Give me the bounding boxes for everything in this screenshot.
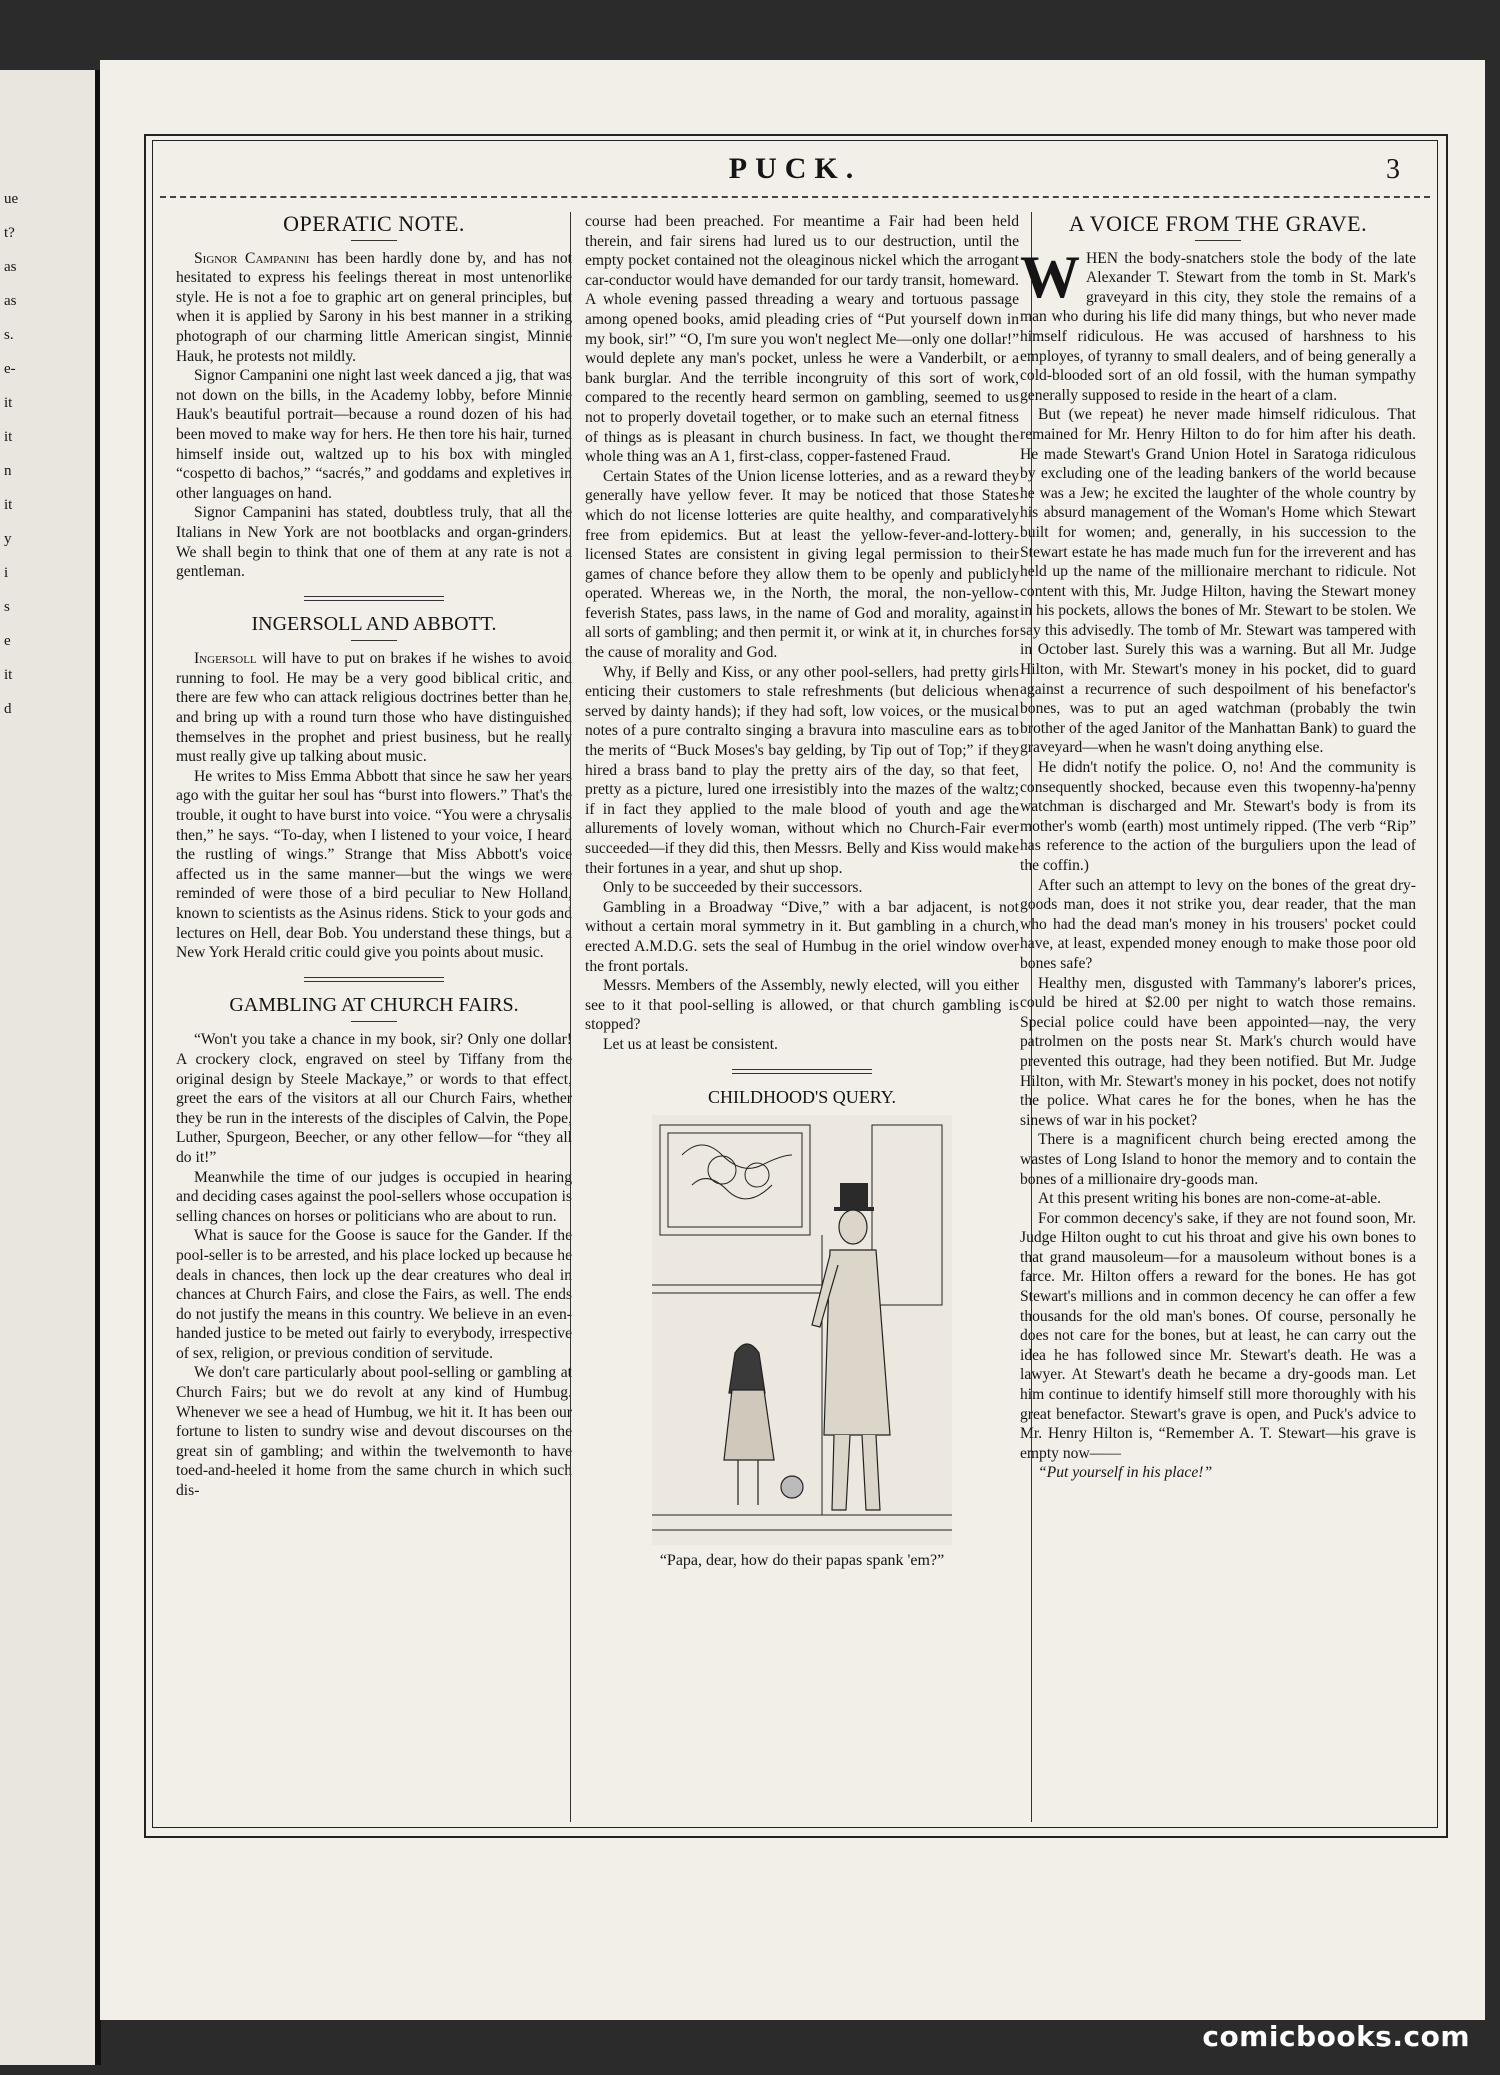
- voice-p1: [1020, 243, 1416, 406]
- facing-page-fragment: it: [4, 395, 13, 411]
- voice-p4: After such an attempt to levy on the bones of the great dry-goods man, does it not strike you, dear reader, that the man who had the dead man's money in his trousers' pocket could have, at least, expended money enough to make those poor old bones safe?: [1020, 876, 1416, 972]
- ingersoll-p2: He writes to Miss Emma Abbott that since he saw her years ago with the guitar her soul has “burst into flowers.” That's the trouble, it ought to have burst into voice. “You were a chrysalis then,” he says. “To-day, when I listened to your voice, I heard the rustling of wings.” Strange that Miss Abbott's voice affected us in the same manner—but the wings we were reminded of were those of a bird peculiar to New Holland, known to scientists as the Asinus ridens. Stick to your gods and lectures on Hell, dear Bob. You understand these things, but a New York Herald critic could give you points about music.: [176, 767, 572, 962]
- article-title-childhood: CHILDHOOD'S QUERY.: [708, 1086, 896, 1107]
- title-rule: [351, 240, 397, 241]
- voice-p5: Healthy men, disgusted with Tammany's laborer's prices, could be hired at $2.00 per night to watch those remains. Special police could have been appointed—nay, the very patrolmen on the posts near St. Mark's church would have prevented this outrage, had they been notified. But Mr. Judge Hilton, with Mr. Stewart's money in his pocket, does not notify the police. What cares he for the bones, when he has the sinews of war in his pocket?: [1020, 974, 1416, 1129]
- gambling-cont-p6: Messrs. Members of the Assembly, newly elected, will you either see to it that pool-selling is allowed, or that church gambling is stopped?: [585, 977, 1019, 1034]
- gambling-cont-p5: Gambling in a Broadway “Dive,” with a bar adjacent, is not without a certain moral symmetry in it. But gambling in a church, erected A.M.D.G. sets the seal of Humbug in the oriel window over the front portals.: [585, 898, 1019, 975]
- facing-page-fragment: t?: [4, 225, 15, 241]
- facing-page-fragment: as: [4, 259, 17, 275]
- column-2: [570, 212, 1032, 1822]
- masthead-title: PUCK.: [728, 152, 862, 185]
- operatic-p1: [176, 249, 572, 367]
- article-title-operatic: OPERATIC NOTE.: [283, 211, 465, 236]
- facing-page-fragment: e-: [4, 361, 16, 377]
- voice-p6: There is a magnificent church being erected among the wastes of Long Island to honor the memory and to contain the bones of a millionaire dry-goods man.: [1020, 1131, 1416, 1188]
- gambling-cont-p2: Certain States of the Union license lotteries, and as a reward they generally have yellow fever. It may be noticed that those States which do not license lotteries are quite healthy, and comparatively free from epidemics. But at least the yellow-fever-and-lottery-licensed States are consistent in giving legal permission to their games of chance before they allow them to be openly and publicly operated. Whereas we, in the North, the moral, the non-yellow-feverish States, pass laws, in the name of God and morality, against all sorts of gambling; and then permit it, or wink at it, in churches for the cause of morality and God.: [585, 467, 1019, 662]
- facing-page-fragment: it: [4, 497, 13, 513]
- title-rule: [351, 1021, 397, 1022]
- gambling-p4: We don't care particularly about pool-selling or gambling at Church Fairs; but we do revolt at any kind of Humbug. Whenever we see a head of Humbug, we hit it. It has been our fortune to listen to sundry wise and devout discourses on the great sin of gambling; and within the twelvemonth to have toed-and-heeled it home from the same church in which such dis-: [176, 1364, 572, 1500]
- gambling-cont-p1: course had been preached. For meantime a Fair had been held therein, and fair sirens had lured us to our destruction, until the empty pocket contained not the oleaginous nickel which the arrogant car-conductor would have demanded for our tardy transit, homeward. A whole evening passed threading a weary and tortuous passage among opened books, amid pleading cries of “Put yourself down in my book, sir!” “O, I'm sure you won't neglect Me—only one dollar!” would deplete any man's pocket, unless he were a Vanderbilt, or a bank burglar. And the terrible incongruity of this sort of work, compared to the recently heard sermon on gambling, seemed to us not to properly dovetail together, or to make such an eternal fitness of things as is pleasant in church business. In fact, we thought the whole thing was an A 1, first-class, copper-fastened Fraud.: [585, 213, 1019, 466]
- facing-page-fragment: it: [4, 667, 13, 683]
- facing-page-fragment: it: [4, 429, 13, 445]
- page-number: 3: [1386, 154, 1400, 185]
- voice-p9: “Put yourself in his place!”: [1038, 1464, 1213, 1482]
- voice-p7: At this present writing his bones are non-come-at-able.: [1038, 1190, 1381, 1208]
- voice-p8: For common decency's sake, if they are not found soon, Mr. Judge Hilton ought to cut his throat and give his own bones to that grand mausoleum—for a mausoleum without bones is a farce. Mr. Hilton offers a reward for the bones. He has got Stewart's millions and in common decency he can offer a few thousands for the old man's bones. Of course, personally he does not care for the bones, but at least, he can carry out the idea he has followed since Mr. Stewart's death. He was a lawyer. At Stewart's death he became a dry-goods man. Let him continue to identify himself still more thoroughly with his great benefactor. Stewart's grave is open, and Puck's advice to Mr. Henry Hilton is, “Remember A. T. Stewart—his grave is empty now——: [1020, 1209, 1416, 1462]
- ingersoll-p1-text: will have to put on brakes if he wishes to avoid running to fool. He may be a very good biblical critic, and there are few who can attack religious doctrines better than he, and bring up with a round turn those who have distinguished themselves in the prophet and priest business, but he really must really give up talking about music.: [176, 650, 572, 766]
- drop-cap: W: [1020, 243, 1080, 310]
- facing-page-fragment: n: [4, 463, 12, 479]
- gambling-cont-p4: Only to be succeeded by their successors.: [603, 879, 863, 897]
- column-3: [1020, 210, 1416, 1483]
- section-separator: [732, 1069, 872, 1074]
- facing-page-fragment: e: [4, 633, 11, 649]
- facing-page-fragment: y: [4, 531, 12, 547]
- title-rule: [1195, 240, 1241, 241]
- operatic-lead: Signor Campanini: [194, 249, 310, 267]
- ingersoll-p1: [176, 649, 572, 767]
- facing-page-fragment: s.: [4, 327, 14, 343]
- title-rule: [351, 640, 397, 641]
- gambling-cont-p7: Let us at least be consistent.: [603, 1035, 778, 1053]
- facing-page-edge: [0, 70, 101, 2065]
- article-title-voice: A VOICE FROM THE GRAVE.: [1068, 211, 1368, 236]
- gambling-p1: “Won't you take a chance in my book, sir? Only one dollar! A crockery clock, engraved on steel by Tiffany from the original design by Steele Mackaye,” or words to that effect, greet the ears of the visitors at all our Church Fairs, whether they be run in the interests of the disciples of Calvin, the Pope, Luther, Spurgeon, Beecher, or any other fellow—for “they all do it!”: [176, 1031, 572, 1166]
- masthead: [160, 148, 1430, 190]
- voice-p2: But (we repeat) he never made himself ridiculous. That remained for Mr. Henry Hilton to do for him after his death. He made Stewart's Grand Union Hotel in Saratoga ridiculous by excluding one of the leading bankers of the world because he was a Jew; he excited the laughter of the whole country by his absurd management of the Woman's Home which Stewart built for women; and, generally, in his succession to the Stewart estate he has made much fun for the irreverent and has held up the name of the millionaire merchant to ridicule. Not content with this, Mr. Judge Hilton, having the Stewart money in his pockets, allows the bones of Mr. Stewart to be stolen. We say this advisedly. The tomb of Mr. Stewart was tampered with in October last. Surely this was a warning. But all Mr. Judge Hilton, with Mr. Stewart's money in his pocket, did to guard against a recurrence of such despoilment of his benefactor's bones, was to put an aged watchman (probably the twin brother of the aged Janitor of the Manhattan Bank) to guard the graveyard—when he wasn't doing anything else.: [1020, 406, 1416, 757]
- gambling-p2: Meanwhile the time of our judges is occupied in hearing and deciding cases against the pool-sellers whose occupation is selling chances on horses or politicians who are about to run.: [176, 1168, 572, 1225]
- section-separator: [304, 977, 444, 982]
- voice-p3: He didn't notify the police. O, no! And the community is consequently shocked, because even this twopenny-ha'penny watchman is discharged and Mr. Stewart's body is from its mother's womb (earth) most untimely ripped. (The verb “Rip” has reference to the action of the burguliers upon the lead of the coffin.): [1020, 759, 1416, 874]
- engraving-illustration: [652, 1115, 952, 1545]
- illustration-caption: “Papa, dear, how do their papas spank 'em?”: [659, 1552, 945, 1570]
- masthead-rule: [160, 196, 1430, 204]
- section-separator: [304, 596, 444, 601]
- operatic-p3: Signor Campanini has stated, doubtless truly, that all the Italians in New York are not bootblacks and organ-grinders. We shall begin to think that one of them at any rate is not a gentleman.: [176, 504, 572, 581]
- illustration-father-and-child: [652, 1115, 952, 1545]
- facing-page-fragment: d: [4, 701, 12, 717]
- facing-page-fragment: ue: [4, 191, 19, 207]
- facing-page-fragment: as: [4, 293, 17, 309]
- gambling-p3: What is sauce for the Goose is sauce for the Gander. If the pool-seller is to be arrested, and his place locked up because he deals in chances, then lock up the dear creatures who deal in chances at Church Fairs, and close the Fairs, as well. The ends do not justify the means in this country. We believe in an even-handed justice to be meted out fairly to everybody, irrespective of sex, religion, or previous condition of servitude.: [176, 1227, 572, 1362]
- column-1: [176, 210, 572, 1501]
- gambling-cont-p3: Why, if Belly and Kiss, or any other pool-sellers, had pretty girls enticing their customers to stale refreshments (but delicious when served by dainty hands); if they had soft, low voices, or the musical notes of a pure contralto singing a bravura into masculine ears as to the merits of “Buck Moses's bay gelding, by Tip out of Top;” if they hired a brass band to play the pretty airs of the day, so that feet, pretty as a picture, lured one irresistibly into the mazes of the waltz; if in fact they applied to the male blood of youth and age the allurements of lovely woman, without which no Church-Fair ever succeeded—if they did this, then Messrs. Belly and Kiss would make their fortunes in a year, and shut up shop.: [585, 663, 1019, 877]
- operatic-p2: Signor Campanini one night last week danced a jig, that was not down on the bills, in the Academy lobby, before Minnie Hauk's beautiful portrait—because a round dozen of his had been moved to make way for hers. He then tore his hair, turned himself inside out, waltzed up to his box with mingled “cospetto di bachos,” “sacrés,” and goddams and expletives in other languages on hand.: [176, 367, 572, 502]
- operatic-p1-text: has been hardly done by, and has not hesitated to express his feelings thereat in most untenorlike style. He is not a foe to graphic art on general principles, but when it is applied by Sarony in his best manner in a striking photograph of our charming little American singist, Minnie Hauk, he protests not mildly.: [176, 249, 572, 365]
- newspaper-page: [100, 60, 1485, 2020]
- voice-p1-text: HEN the body-snatchers stole the body of the late Alexander T. Stewart from the tomb in St. Mark's graveyard in this city, they stole the remains of a man who during his life did many things, but who never made himself ridiculous. He was accused of harshness to his employes, of tyranny to small dealers, and of being generally a cold-blooded sort of an old fossil, with the human sympathy generally supposed to reside in the heart of a clam.: [1020, 249, 1416, 404]
- watermark: comicbooks.com: [1202, 2020, 1470, 2053]
- article-title-gambling: GAMBLING AT CHURCH FAIRS.: [229, 993, 519, 1016]
- article-title-ingersoll: INGERSOLL AND ABBOTT.: [251, 612, 497, 635]
- facing-page-fragment: s: [4, 599, 10, 615]
- facing-page-fragment: i: [4, 565, 9, 581]
- ingersoll-lead: Ingersoll: [194, 650, 257, 668]
